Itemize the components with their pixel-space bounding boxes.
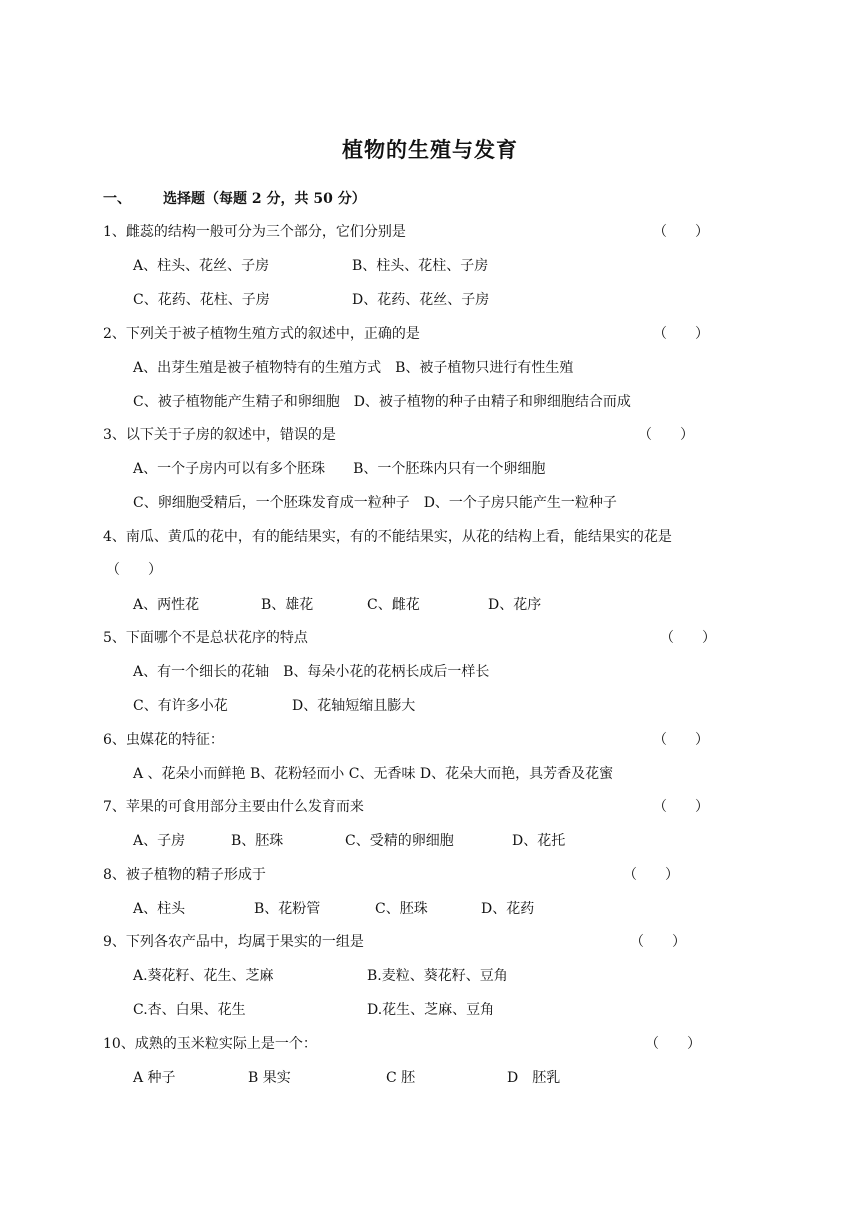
- question-8-option-d: D、花药: [481, 901, 535, 917]
- question-4-option-a: A、两性花: [133, 597, 200, 613]
- question-3-options-ab: A、一个子房内可以有多个胚珠 B、一个胚珠内只有一个卵细胞: [133, 461, 546, 477]
- question-3-answer-blank: （ ）: [638, 427, 694, 443]
- question-9-option-c: C.杏、白果、花生: [133, 1002, 246, 1018]
- question-4-option-b: B、雄花: [261, 597, 314, 613]
- question-5-option-c: C、有许多小花: [133, 698, 228, 714]
- section-number: 一、: [103, 191, 131, 207]
- question-7-option-b: B、胚珠: [231, 833, 284, 849]
- question-8-option-c: C、胚珠: [375, 901, 428, 917]
- question-6-stem: 6、虫媒花的特征：: [103, 732, 224, 748]
- question-7-answer-blank: （ ）: [653, 799, 709, 815]
- question-10-answer-blank: （ ）: [645, 1036, 701, 1052]
- question-4-option-c: C、雌花: [367, 597, 420, 613]
- question-4-option-d: D、花序: [488, 597, 542, 613]
- question-1-answer-blank: （ ）: [653, 224, 709, 240]
- question-10-stem: 10、成熟的玉米粒实际上是一个：: [103, 1036, 317, 1052]
- question-1-stem: 1、雌蕊的结构一般可分为三个部分，它们分别是: [103, 224, 406, 240]
- question-10-option-a: A 种子: [133, 1070, 176, 1086]
- question-9-option-b: B.麦粒、葵花籽、豆角: [367, 968, 508, 984]
- question-2-options-ab: A、出芽生殖是被子植物特有的生殖方式 B、被子植物只进行有性生殖: [133, 360, 574, 376]
- question-1-option-b: B、柱头、花柱、子房: [352, 258, 489, 274]
- question-1-option-a: A、柱头、花丝、子房: [133, 258, 270, 274]
- question-5-option-d: D、花轴短缩且膨大: [292, 698, 416, 714]
- question-1-option-c: C、花药、花柱、子房: [133, 292, 270, 308]
- question-5-stem: 5、下面哪个不是总状花序的特点: [103, 630, 308, 646]
- question-6-answer-blank: （ ）: [653, 732, 709, 748]
- section-heading: 选择题（每题 2 分，共 50 分）: [163, 191, 366, 207]
- question-8-answer-blank: （ ）: [623, 867, 679, 883]
- question-9-option-a: A.葵花籽、花生、芝麻: [133, 968, 274, 984]
- question-4-stem: 4、南瓜、黄瓜的花中，有的能结果实，有的不能结果实，从花的结构上看，能结果实的花是: [103, 529, 672, 545]
- question-9-stem: 9、下列各农产品中，均属于果实的一组是: [103, 934, 364, 950]
- question-4-answer-blank: （ ）: [106, 562, 162, 578]
- question-6-options: A 、花朵小而鲜艳 B、花粉轻而小 C、无香味 D、花朵大而艳，具芳香及花蜜: [133, 766, 614, 782]
- question-7-option-c: C、受精的卵细胞: [345, 833, 454, 849]
- question-7-option-a: A、子房: [133, 833, 186, 849]
- question-9-answer-blank: （ ）: [630, 934, 686, 950]
- question-8-stem: 8、被子植物的精子形成于: [103, 867, 266, 883]
- question-3-options-cd: C、卵细胞受精后，一个胚珠发育成一粒种子 D、一个子房只能产生一粒种子: [133, 495, 617, 511]
- question-5-answer-blank: （ ）: [660, 630, 716, 646]
- question-10-option-b: B 果实: [248, 1070, 291, 1086]
- question-2-options-cd: C、被子植物能产生精子和卵细胞 D、被子植物的种子由精子和卵细胞结合而成: [133, 394, 631, 410]
- question-8-option-a: A、柱头: [133, 901, 186, 917]
- question-7-stem: 7、苹果的可食用部分主要由什么发育而来: [103, 799, 364, 815]
- question-1-option-d: D、花药、花丝、子房: [352, 292, 490, 308]
- question-7-option-d: D、花托: [512, 833, 566, 849]
- question-8-option-b: B、花粉管: [254, 901, 321, 917]
- question-10-option-c: C 胚: [386, 1070, 416, 1086]
- question-10-option-d: D 胚乳: [507, 1070, 561, 1086]
- question-2-answer-blank: （ ）: [653, 326, 709, 342]
- question-2-stem: 2、下列关于被子植物生殖方式的叙述中，正确的是: [103, 326, 420, 342]
- question-3-stem: 3、以下关于子房的叙述中，错误的是: [103, 427, 336, 443]
- question-9-option-d: D.花生、芝麻、豆角: [367, 1002, 495, 1018]
- page-title: 植物的生殖与发育: [342, 138, 518, 162]
- question-5-options-ab: A、有一个细长的花轴 B、每朵小花的花柄长成后一样长: [133, 664, 490, 680]
